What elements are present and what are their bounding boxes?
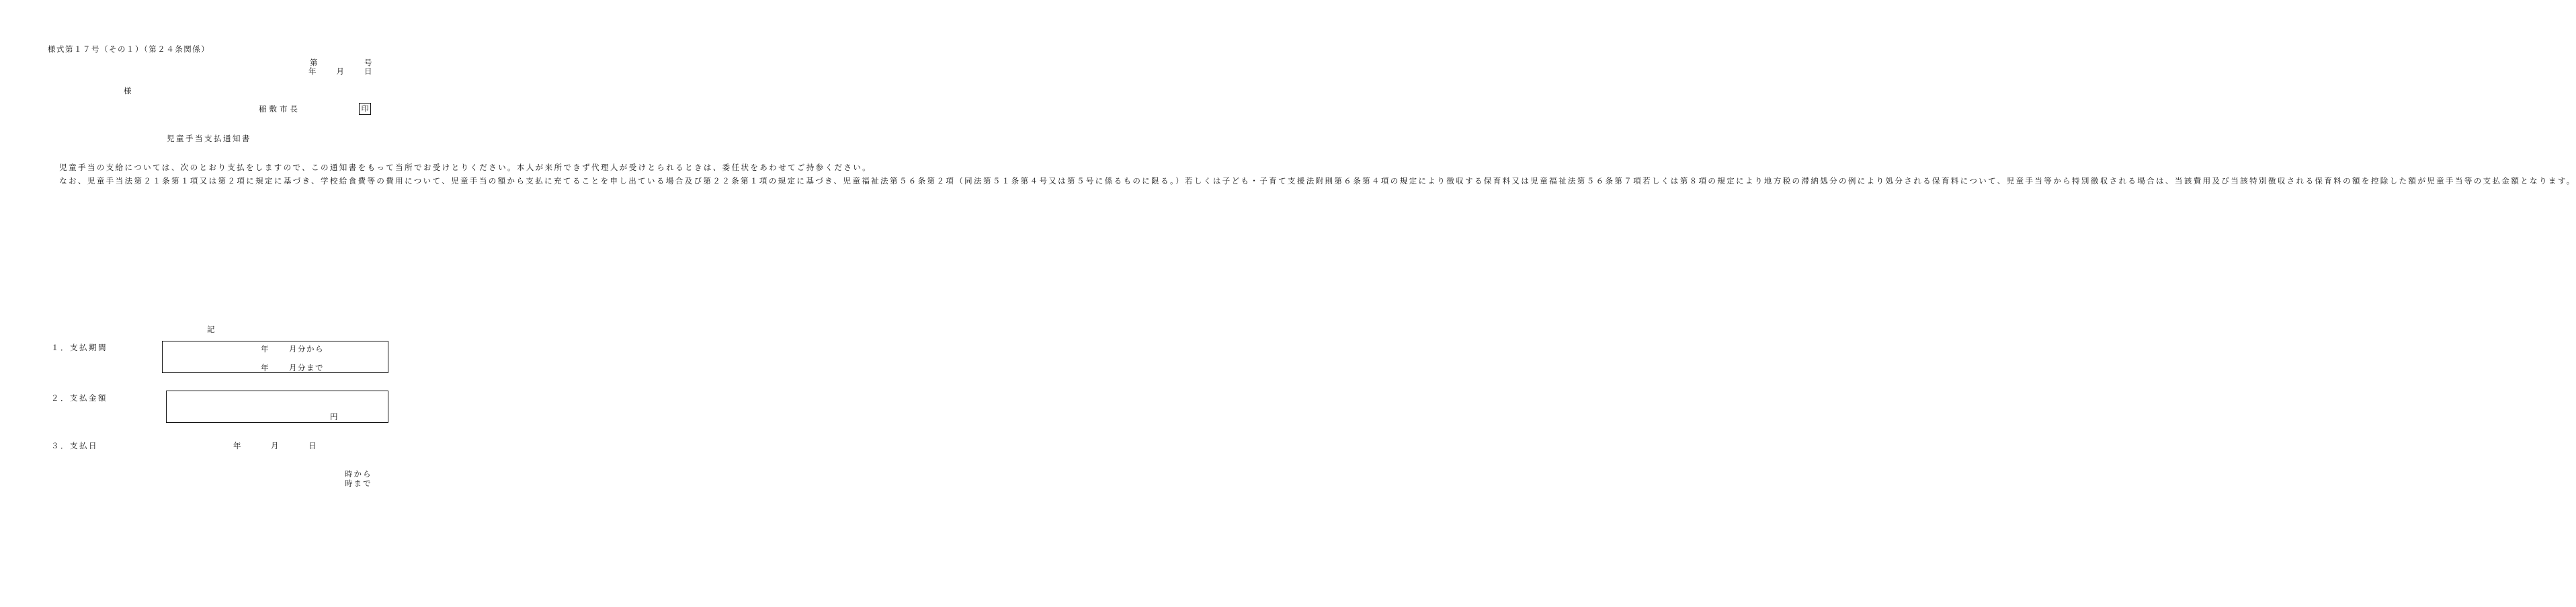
notice-body	[48, 161, 2576, 188]
seal-box: 印	[359, 103, 371, 115]
document-number-suffix: 号	[364, 58, 373, 67]
amount-unit-yen: 円	[330, 412, 339, 421]
payment-date-month: 月	[271, 441, 280, 450]
payment-period-label: １．支払期間	[51, 343, 108, 352]
form-number: 様式第１７号（その１）（第２４条関係）	[48, 44, 210, 54]
payment-period-box	[162, 341, 388, 373]
payment-amount-label: ２．支払金額	[51, 393, 108, 403]
time-from: 時から	[345, 469, 372, 479]
body-paragraph-2: なお、児童手当法第２１条第１項又は第２項に規定に基づき、学校給食費等の費用について、児童手当の額から支払に充てることを申し出ている場合及び第２２条第１項の規定に基づき、児童福祉法第５６条第２項（同法第５１条第４号又は第５号に係るものに限る。）若しくは子ども・子育て支援法附則第６条第４項の規定により徴収する保育料又は児童福祉法第５６条第７項若しくは第８項の規定により地方税の滞納処分の例により処分される保育料について、児童手当等から特別徴収される場合は、当該費用及び当該特別徴収される保育料の額を控除した額が児童手当等の支払金額となります。	[59, 175, 2576, 186]
period-from-month: 月分から	[289, 344, 324, 354]
time-to: 時まで	[345, 479, 372, 488]
addressee-honorific: 様	[124, 86, 132, 95]
payment-date-label: ３．支払日	[51, 441, 98, 450]
body-paragraph-1: 児童手当の支給については、次のとおり支払をしますので、この通知書をもって当所でお受けとりください。本人が来所できず代理人が受けとられるときは、委任状をあわせてご持参ください。	[59, 163, 872, 172]
period-to-year: 年	[261, 363, 269, 372]
issue-date	[308, 67, 373, 76]
payment-date-day: 日	[308, 441, 317, 450]
issue-date-day: 日	[364, 67, 373, 76]
issue-date-year: 年	[308, 67, 317, 76]
period-from-year: 年	[261, 344, 269, 354]
payment-amount-box	[166, 391, 388, 423]
period-to-month: 月分まで	[289, 363, 324, 372]
payment-date-year: 年	[233, 441, 242, 450]
issue-date-month: 月	[336, 67, 345, 76]
issuer-name: 稲敷市長	[259, 104, 300, 114]
document-number-label: 第	[310, 58, 319, 67]
ki-heading: 記	[207, 325, 216, 334]
document-title: 児童手当支払通知書	[167, 134, 251, 143]
